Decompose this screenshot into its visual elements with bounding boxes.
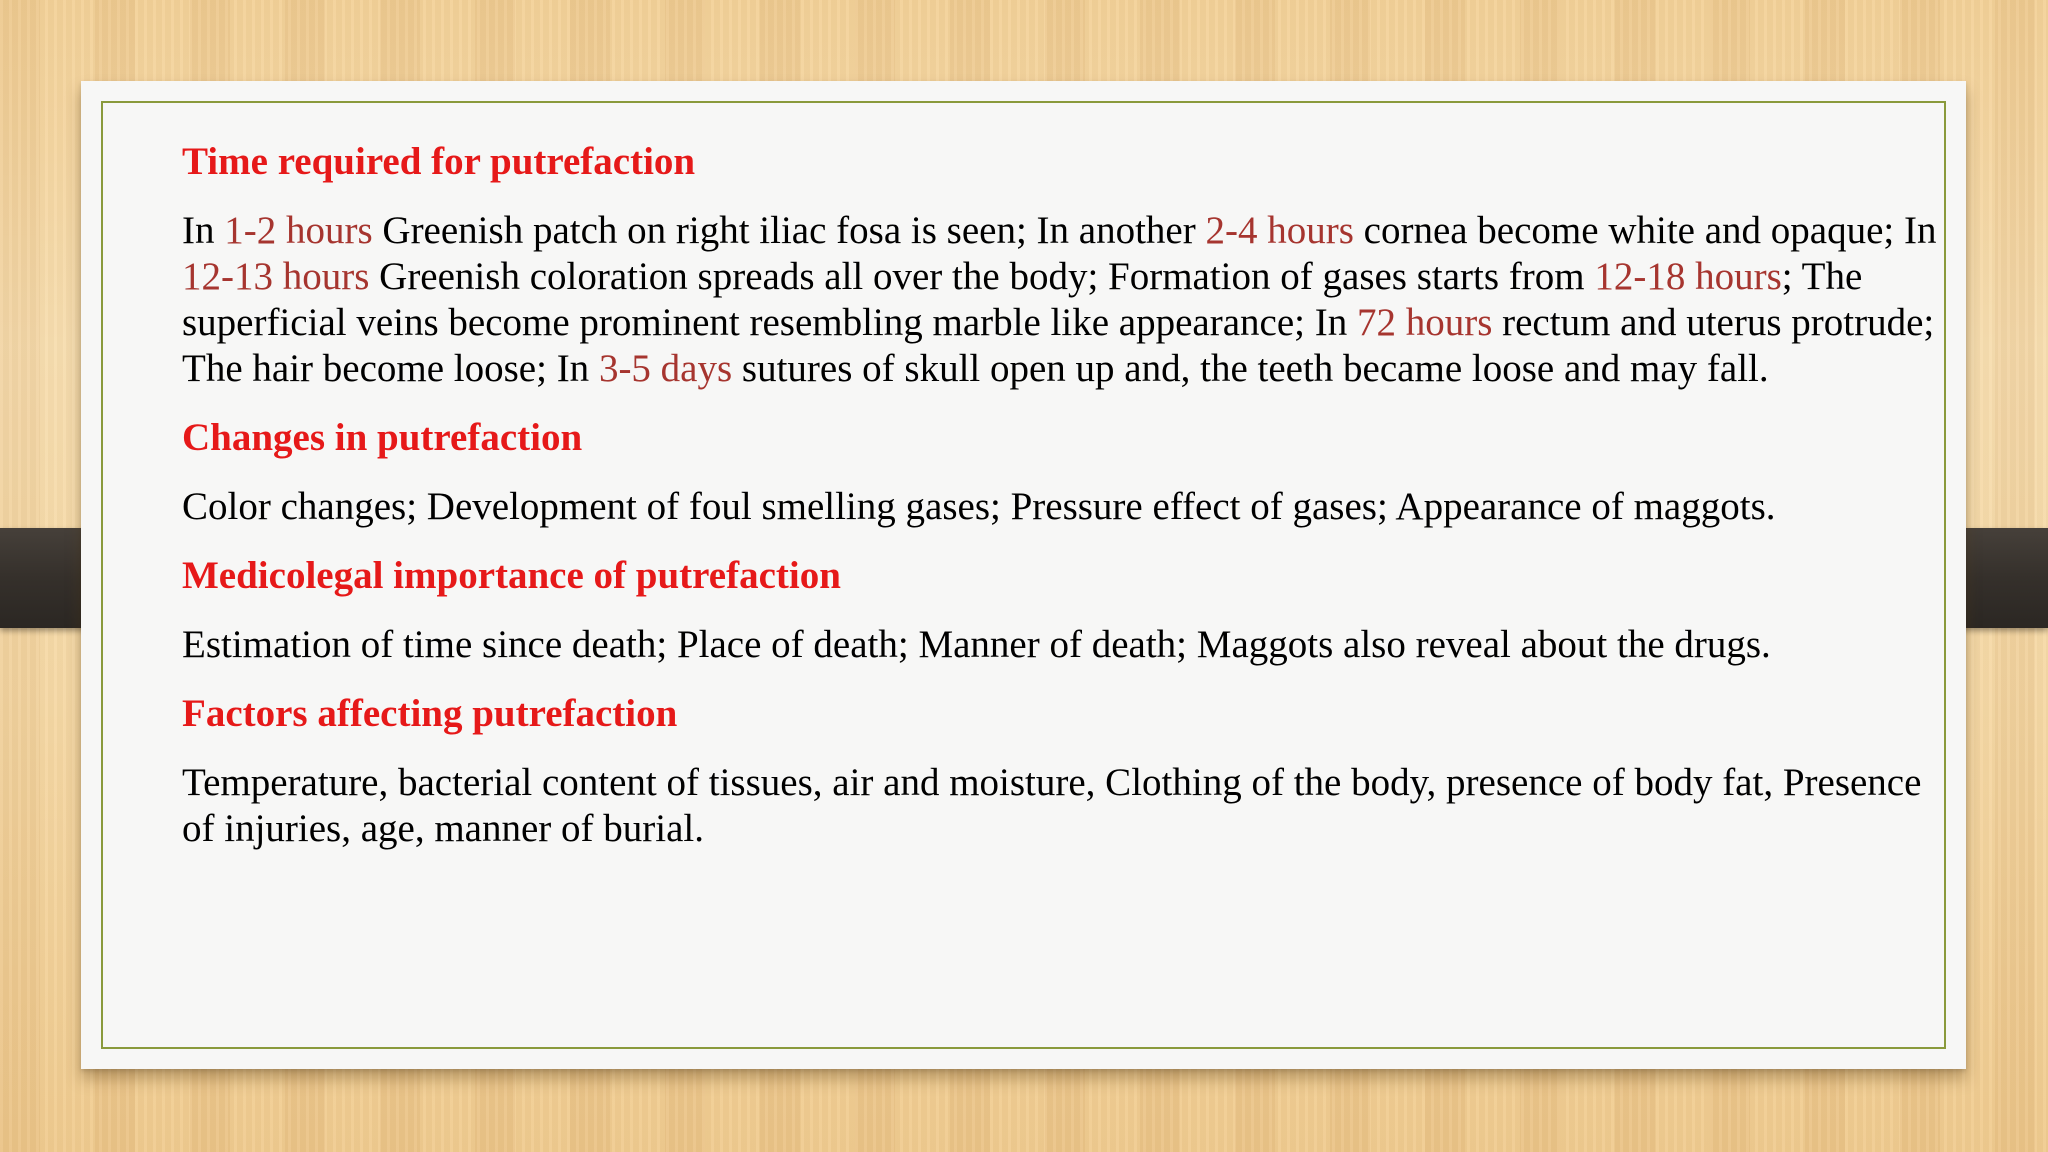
highlight-duration: 1-2 hours	[224, 209, 373, 252]
heading-factors-affecting: Factors affecting putrefaction	[182, 692, 678, 735]
text-segment: rectum and uterus protrude; The hair become loose; In	[182, 301, 1935, 390]
text-segment: sutures of skull open up and, the teeth became loose and may fall.	[732, 347, 1769, 390]
slide-content	[182, 139, 1952, 875]
paragraph-factors-affecting: Temperature, bacterial content of tissues, air and moisture, Clothing of the body, presence of body fat, Presence of injuries, age, manner of burial.	[182, 761, 1922, 850]
highlight-duration: 12-13 hours	[182, 255, 370, 298]
text-segment: cornea become white and opaque; In	[1353, 209, 1937, 252]
text-segment: Greenish coloration spreads all over the body; Formation of gases starts from	[369, 255, 1595, 298]
slide-card	[81, 81, 1966, 1069]
highlight-duration: 12-18 hours	[1594, 255, 1782, 298]
heading-changes: Changes in putrefaction	[182, 416, 583, 459]
paragraph-medicolegal-importance: Estimation of time since death; Place of death; Manner of death; Maggots also reveal about the drugs.	[182, 623, 1771, 666]
heading-medicolegal-importance: Medicolegal importance of putrefaction	[182, 554, 841, 597]
highlight-duration: 3-5 days	[598, 347, 733, 390]
highlight-duration: 2-4 hours	[1205, 209, 1354, 252]
heading-time-required: Time required for putrefaction	[182, 140, 696, 183]
text-segment: ; The superficial veins become prominent resembling marble like appearance; In	[182, 255, 1863, 344]
text-segment: Greenish patch on right iliac fosa is seen; In another	[372, 209, 1206, 252]
text-segment: In	[182, 209, 225, 252]
highlight-duration: 72 hours	[1356, 301, 1493, 344]
paragraph-changes: Color changes; Development of foul smelling gases; Pressure effect of gases; Appearance of maggots.	[182, 485, 1776, 528]
paragraph-time-required	[182, 208, 1952, 392]
